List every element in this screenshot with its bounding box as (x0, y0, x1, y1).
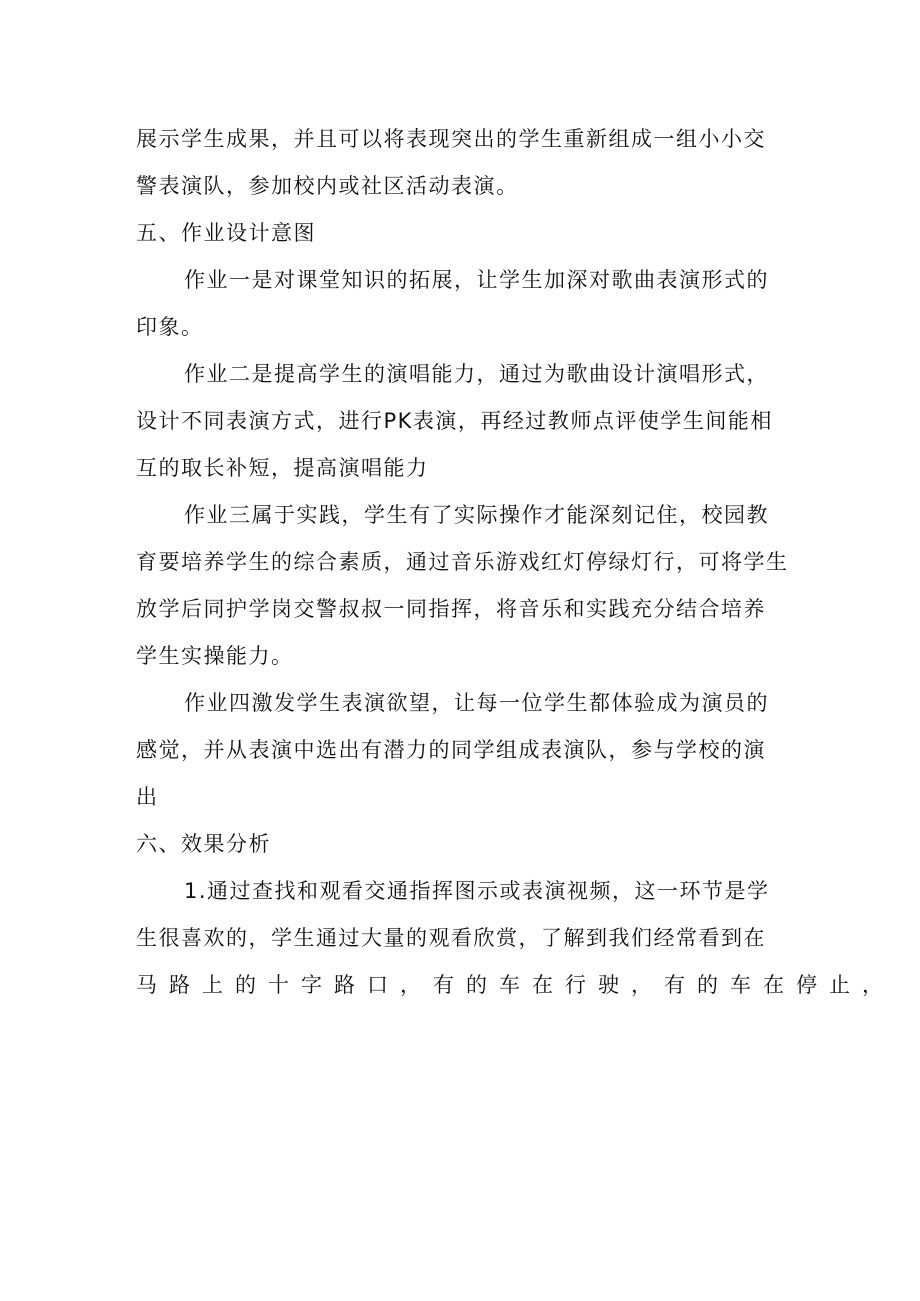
paragraph-line: 放学后同护学岗交警叔叔一同指挥，将音乐和实践充分结合培养 (136, 597, 766, 621)
section-heading-6: 六、效果分析 (136, 832, 271, 856)
paragraph-line: 1.通过查找和观看交通指挥图示或表演视频，这一环节是学 (184, 879, 770, 903)
paragraph-line: 作业一是对课堂知识的拓展，让学生加深对歌曲表演形式的 (184, 268, 769, 292)
paragraph-line: 学生实操能力。 (136, 644, 294, 668)
section-heading-5: 五、作业设计意图 (136, 221, 316, 245)
paragraph-line: 感觉，并从表演中选出有潜力的同学组成表演队，参与学校的演 (136, 738, 766, 762)
paragraph-line: 印象。 (136, 315, 204, 339)
document-body (136, 116, 895, 1009)
paragraph-line: 出 (136, 785, 159, 809)
paragraph-line: 马路上的十字路口，有的车在行驶，有的车在停止， (136, 973, 895, 997)
paragraph-line: 警表演队，参加校内或社区活动表演。 (136, 174, 519, 198)
paragraph-line: 互的取长补短，提高演唱能力 (136, 456, 429, 480)
paragraph-line: 作业二是提高学生的演唱能力，通过为歌曲设计演唱形式， (184, 362, 769, 386)
paragraph-line: 展示学生成果，并且可以将表现突出的学生重新组成一组小小交 (136, 127, 766, 151)
paragraph-line: 育要培养学生的综合素质，通过音乐游戏红灯停绿灯行，可将学生 (136, 550, 789, 574)
paragraph-line: 设计不同表演方式，进行PK表演，再经过教师点评使学生间能相 (136, 409, 773, 433)
paragraph-line: 作业三属于实践，学生有了实际操作才能深刻记住，校园教 (184, 503, 769, 527)
paragraph-line: 生很喜欢的，学生通过大量的观看欣赏，了解到我们经常看到在 (136, 926, 766, 950)
paragraph-line: 作业四激发学生表演欲望，让每一位学生都体验成为演员的 (184, 691, 769, 715)
